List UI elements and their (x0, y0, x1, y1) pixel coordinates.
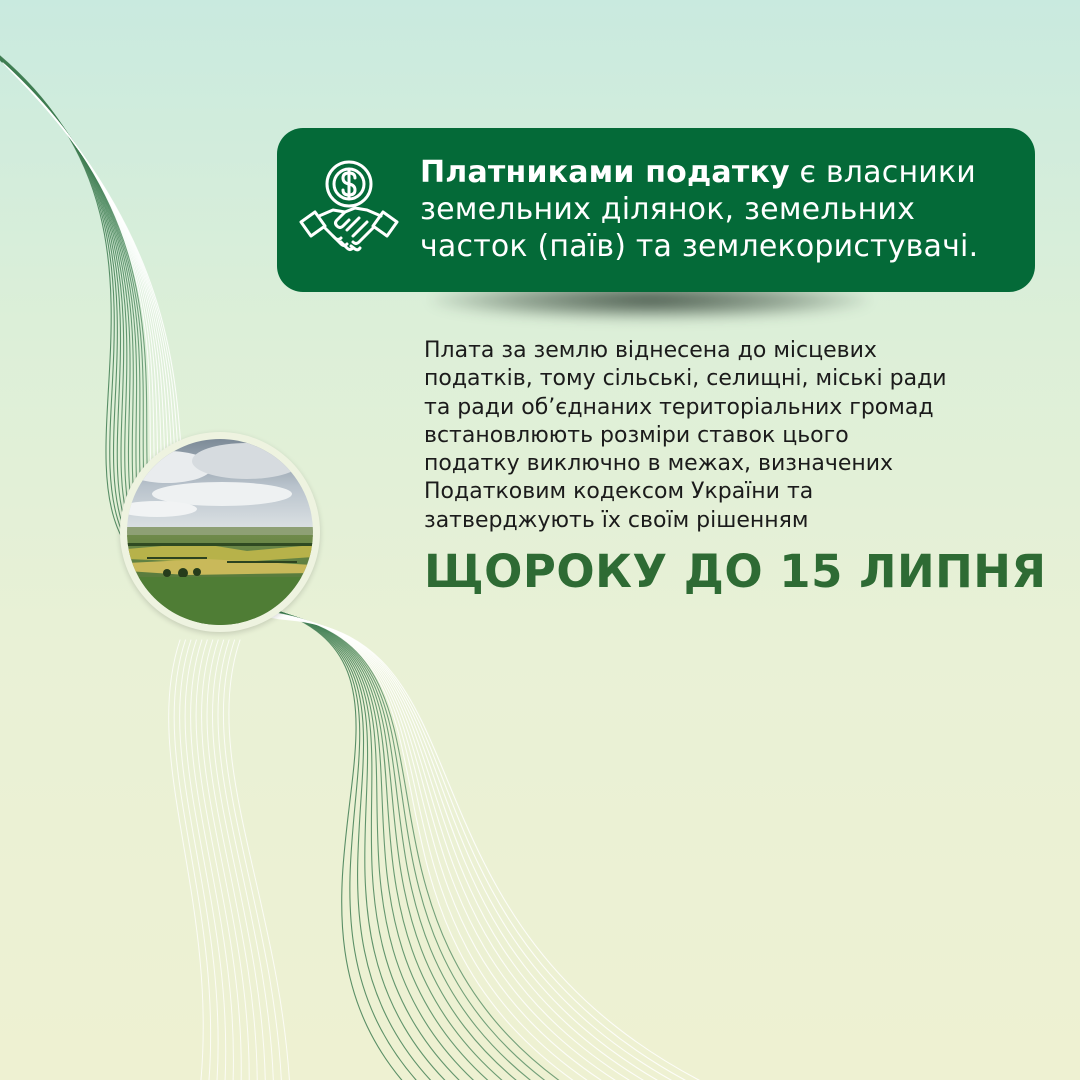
body-line: встановлюють розміри ставок цього (424, 422, 849, 448)
body-line: податків, тому сільські, селищні, міські ради (424, 366, 947, 392)
handshake-dollar-icon (299, 156, 399, 264)
wave-line (229, 640, 290, 1080)
body-line: податку виключно в межах, визначених (424, 451, 894, 477)
body-paragraph (424, 337, 984, 535)
landscape-photo (127, 439, 313, 625)
body-line: затверджують їх своїм рішенням (424, 507, 809, 533)
wave-line (218, 640, 274, 1080)
card-text (420, 154, 1020, 265)
body-line: Плата за землю віднесена до місцевих (424, 338, 877, 363)
wave-line (201, 640, 249, 1080)
body-line: та ради об’єднаних територіальних громад (424, 394, 934, 420)
body-line: Податковим кодексом України та (424, 479, 814, 505)
payers-card (277, 128, 1035, 292)
card-text-bold: Платниками податку (420, 155, 790, 190)
deadline-headline: ЩОРОКУ ДО 15 ЛИПНЯ (424, 545, 1047, 598)
card-text-rest: є власники земельних ділянок, земельних часток (паїв) та землекористувачі. (420, 155, 979, 264)
